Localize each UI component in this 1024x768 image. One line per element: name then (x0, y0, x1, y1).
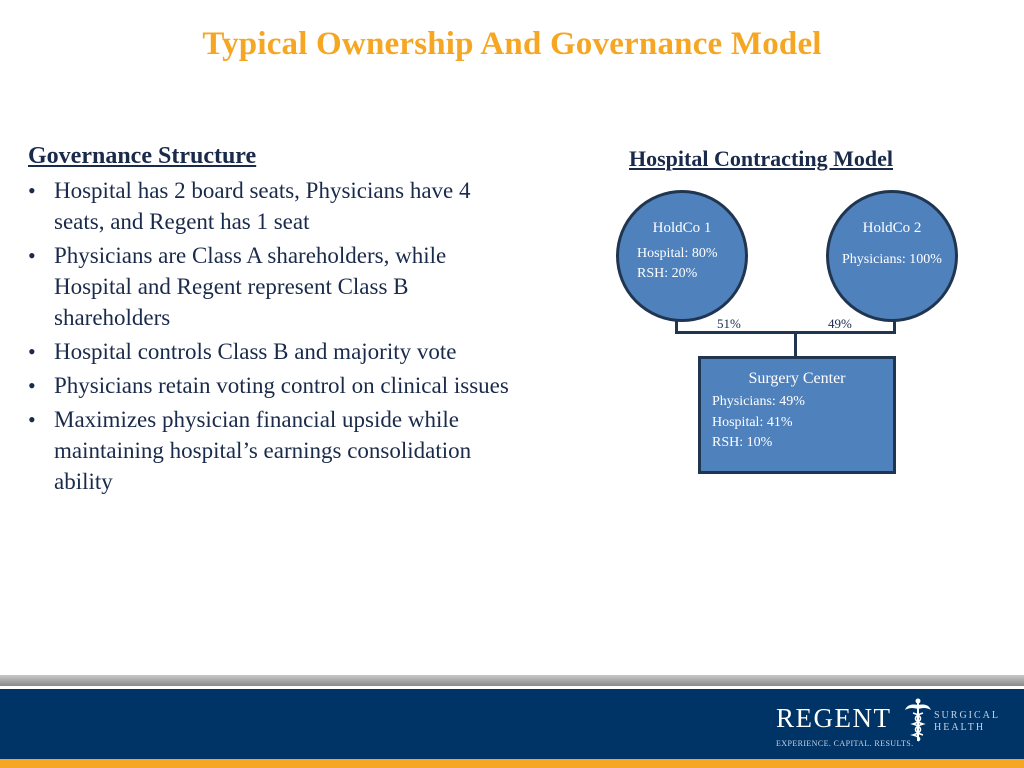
bullet-dot-icon: • (28, 407, 36, 432)
governance-bullet-list (28, 175, 518, 497)
governance-bullet-text: Maximizes physician financial upside while maintaining hospital’s earnings consolidation ability (54, 407, 472, 494)
governance-heading: Governance Structure (28, 143, 257, 169)
footer-gold-band (0, 759, 1024, 768)
surgery-center-name: Surgery Center (748, 370, 846, 387)
logo-wordmark: REGENT (776, 703, 892, 733)
governance-bullet-text: Physicians are Class A shareholders, while Hospital and Regent represent Class B shareholders (54, 243, 447, 330)
connector-center-stem (794, 331, 797, 357)
holdco1-name: HoldCo 1 (652, 220, 712, 236)
holdco1-stake-label: 51% (717, 316, 741, 331)
governance-bullet (28, 175, 518, 237)
bullet-dot-icon: • (28, 373, 36, 398)
surgery-center-box (698, 356, 896, 474)
governance-bullet-text: Physicians retain voting control on clinical issues (54, 373, 509, 398)
surgery-center-hospital-share: Hospital: 41% (712, 415, 793, 430)
governance-bullet (28, 370, 518, 401)
logo-tagline: EXPERIENCE. CAPITAL. RESULTS. (776, 739, 914, 748)
holdco2-name: HoldCo 2 (862, 220, 922, 236)
surgery-center-rsh-share: RSH: 10% (712, 435, 773, 450)
governance-bullet-text: Hospital controls Class B and majority vote (54, 339, 457, 364)
slide-title: Typical Ownership And Governance Model (202, 26, 822, 62)
governance-bullet-text: Hospital has 2 board seats, Physicians have 4 seats, and Regent has 1 seat (54, 178, 471, 234)
regent-logo (776, 697, 1006, 753)
holdco2-circle (826, 190, 958, 322)
bullet-dot-icon: • (28, 178, 36, 203)
holdco1-rsh-share: RSH: 20% (637, 266, 698, 281)
bullet-dot-icon: • (28, 243, 36, 268)
footer-gray-band (0, 675, 1024, 686)
governance-bullet (28, 336, 518, 367)
holdco1-hospital-share: Hospital: 80% (637, 246, 718, 261)
surgery-center-physicians-share: Physicians: 49% (712, 394, 805, 409)
contracting-model-heading: Hospital Contracting Model (629, 146, 893, 171)
holdco2-stake-label: 49% (828, 316, 852, 331)
governance-section (28, 140, 518, 497)
caduceus-icon (904, 697, 932, 743)
governance-bullet (28, 404, 518, 497)
governance-bullet (28, 240, 518, 333)
logo-health-text: HEALTH (934, 722, 986, 733)
logo-surgical-text: SURGICAL (934, 710, 1001, 721)
holdco1-circle (616, 190, 748, 322)
holdco2-physicians-share: Physicians: 100% (842, 252, 942, 267)
bullet-dot-icon: • (28, 339, 36, 364)
connector-horizontal (675, 331, 896, 334)
